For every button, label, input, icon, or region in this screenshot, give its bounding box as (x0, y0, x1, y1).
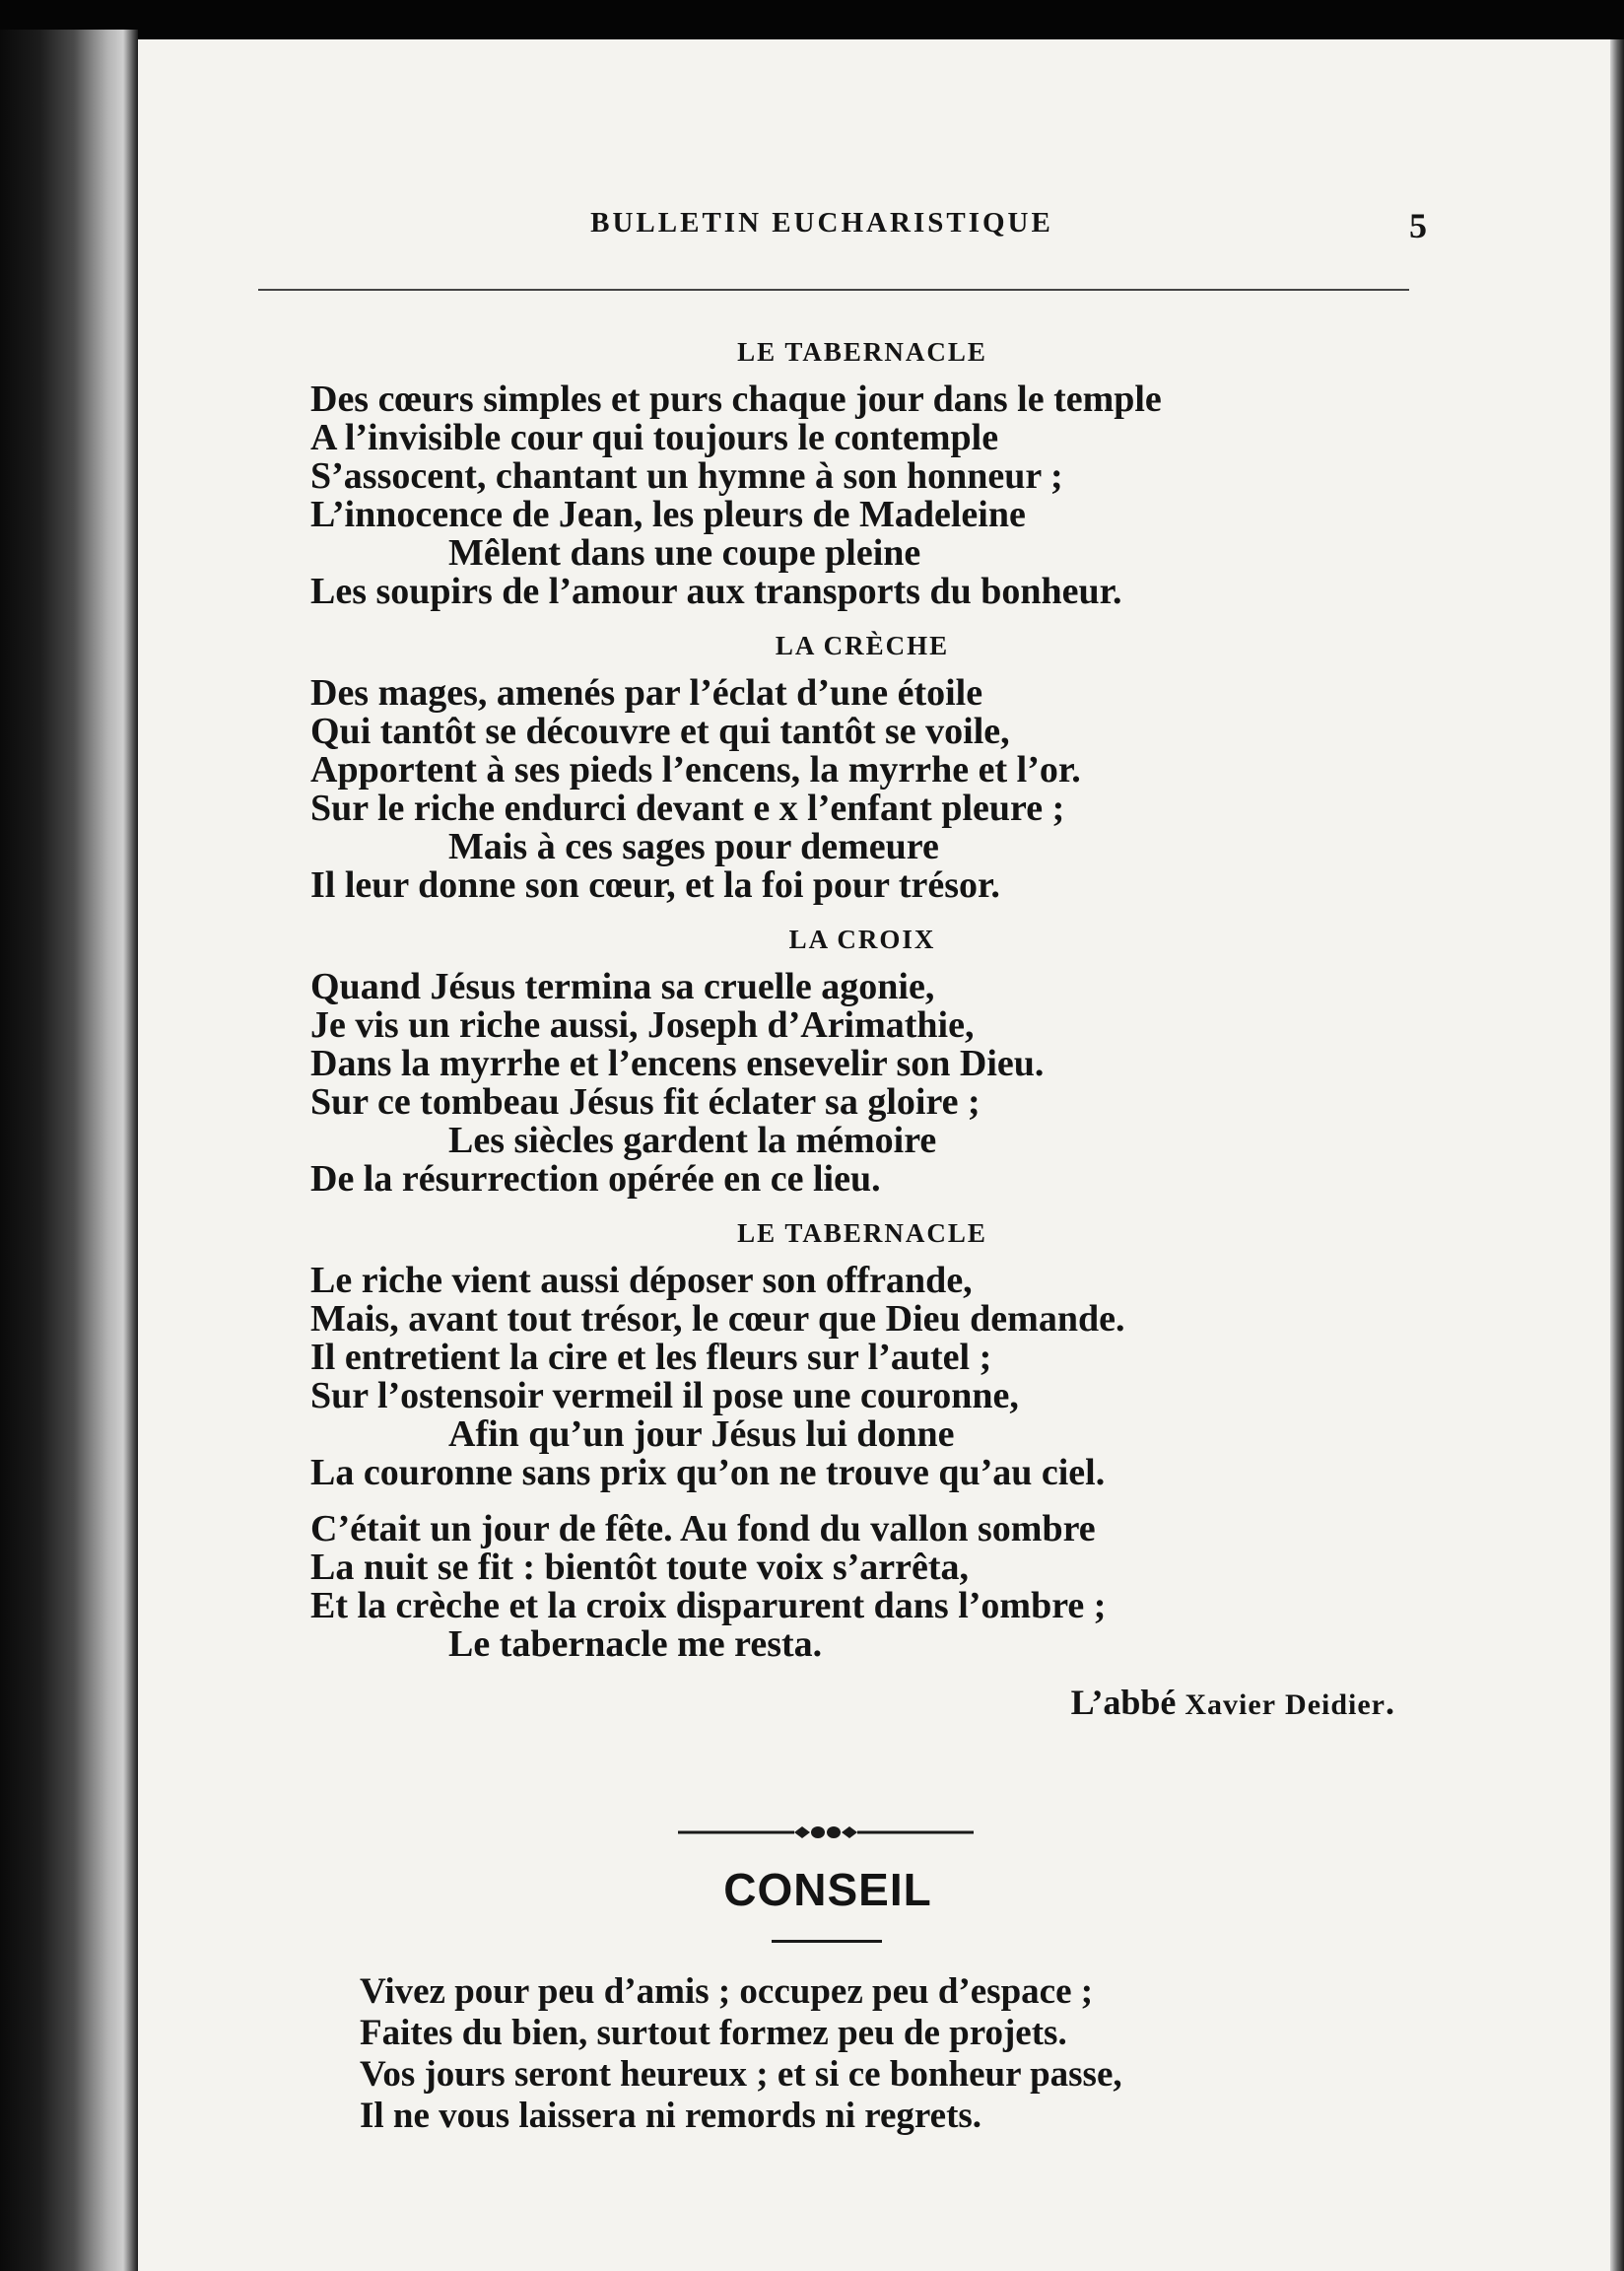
section-title: LE TABERNACLE (737, 1218, 987, 1248)
poem-section (310, 335, 1414, 611)
verse-line: A l’invisible cour qui toujours le contemple (310, 417, 999, 458)
verse-line: Le tabernacle me resta. (448, 1623, 823, 1665)
poem (310, 335, 1414, 1723)
verse-line: Les soupirs de l’amour aux transports du bonheur. (310, 571, 1122, 612)
verse-line: Dans la myrrhe et l’encens ensevelir son Dieu. (310, 1043, 1045, 1084)
verse-line: Des mages, amenés par l’éclat d’une étoile (310, 672, 983, 714)
verse-line: Mêlent dans une coupe pleine (448, 532, 921, 574)
section-divider-ornament (678, 1822, 974, 1843)
verse-line: Des cœurs simples et purs chaque jour dans le temple (310, 378, 1162, 420)
signature-last-name-text: Deidier (1285, 1688, 1386, 1721)
header-rule (258, 289, 1409, 291)
verse-line: Et la crèche et la croix disparurent dans l’ombre ; (310, 1585, 1107, 1626)
conseil-title-rule (772, 1940, 882, 1943)
signature-first-name (1184, 1688, 1276, 1721)
poem-section (310, 1216, 1414, 1492)
verse-line: Sur l’ostensoir vermeil il pose une couronne, (310, 1375, 1019, 1416)
signature-prefix: L’abbé (1070, 1683, 1185, 1722)
signature-suffix: . (1386, 1683, 1394, 1722)
verse-line: Qui tantôt se découvre et qui tantôt se voile, (310, 711, 1010, 752)
author-signature (310, 1682, 1414, 1723)
verse-line: L’innocence de Jean, les pleurs de Madeleine (310, 494, 1026, 535)
verse-line: Les siècles gardent la mémoire (448, 1120, 937, 1161)
verse-line: Mais, avant tout trésor, le cœur que Dieu demande. (310, 1298, 1125, 1340)
verse-line: S’assocent, chantant un hymne à son honneur ; (310, 455, 1063, 497)
verse-line: La nuit se fit : bientôt toute voix s’arrêta, (310, 1547, 970, 1588)
verse-line: Il ne vous laissera ni remords ni regrets. (360, 2096, 982, 2136)
verse-line: Apportent à ses pieds l’encens, la myrrhe et l’or. (310, 749, 1081, 791)
conseil-verse (360, 1971, 1394, 2137)
section-title: LA CRÈCHE (775, 631, 950, 660)
scan-top-border (0, 0, 1624, 39)
verse-line: Sur ce tombeau Jésus fit éclater sa gloire ; (310, 1081, 981, 1123)
page-header (138, 207, 1427, 250)
section-title: LA CROIX (788, 925, 936, 954)
verse-line: Faites du bien, surtout formez peu de projets. (360, 2013, 1067, 2053)
conseil-title: CONSEIL (723, 1864, 932, 1915)
verse-line: Sur le riche endurci devant e x l’enfant pleure ; (310, 788, 1065, 829)
poem-section (310, 923, 1414, 1199)
verse-line: Quand Jésus termina sa cruelle agonie, (310, 966, 935, 1007)
signature-first-name-text: Xavier (1184, 1688, 1277, 1721)
signature-last-name (1285, 1688, 1386, 1721)
verse-line: Le riche vient aussi déposer son offrande, (310, 1260, 973, 1301)
verse-line: De la résurrection opérée en ce lieu. (310, 1158, 881, 1200)
verse-line: La couronne sans prix qu’on ne trouve qu’au ciel. (310, 1452, 1106, 1493)
verse-line: Mais à ces sages pour demeure (448, 826, 939, 867)
closing-stanza (310, 1510, 1414, 1664)
verse-line: Il leur donne son cœur, et la foi pour trésor. (310, 864, 1000, 906)
verse-line: Vos jours seront heureux ; et si ce bonheur passe, (360, 2054, 1122, 2095)
scan-right-edge (1610, 39, 1624, 2271)
poem-section (310, 629, 1414, 905)
running-head: BULLETIN EUCHARISTIQUE (590, 207, 1053, 239)
verse-line: Je vis un riche aussi, Joseph d’Arimathie, (310, 1004, 975, 1046)
page-number: 5 (1409, 206, 1427, 245)
scan-left-gutter (0, 30, 138, 2271)
verse-line: Vivez pour peu d’amis ; occupez peu d’espace ; (360, 1971, 1094, 2012)
verse-line: Il entretient la cire et les fleurs sur l’autel ; (310, 1337, 992, 1378)
section-title: LE TABERNACLE (737, 337, 987, 367)
verse-line: Afin qu’un jour Jésus lui donne (448, 1413, 955, 1455)
verse-line: C’était un jour de fête. Au fond du vallon sombre (310, 1508, 1096, 1549)
